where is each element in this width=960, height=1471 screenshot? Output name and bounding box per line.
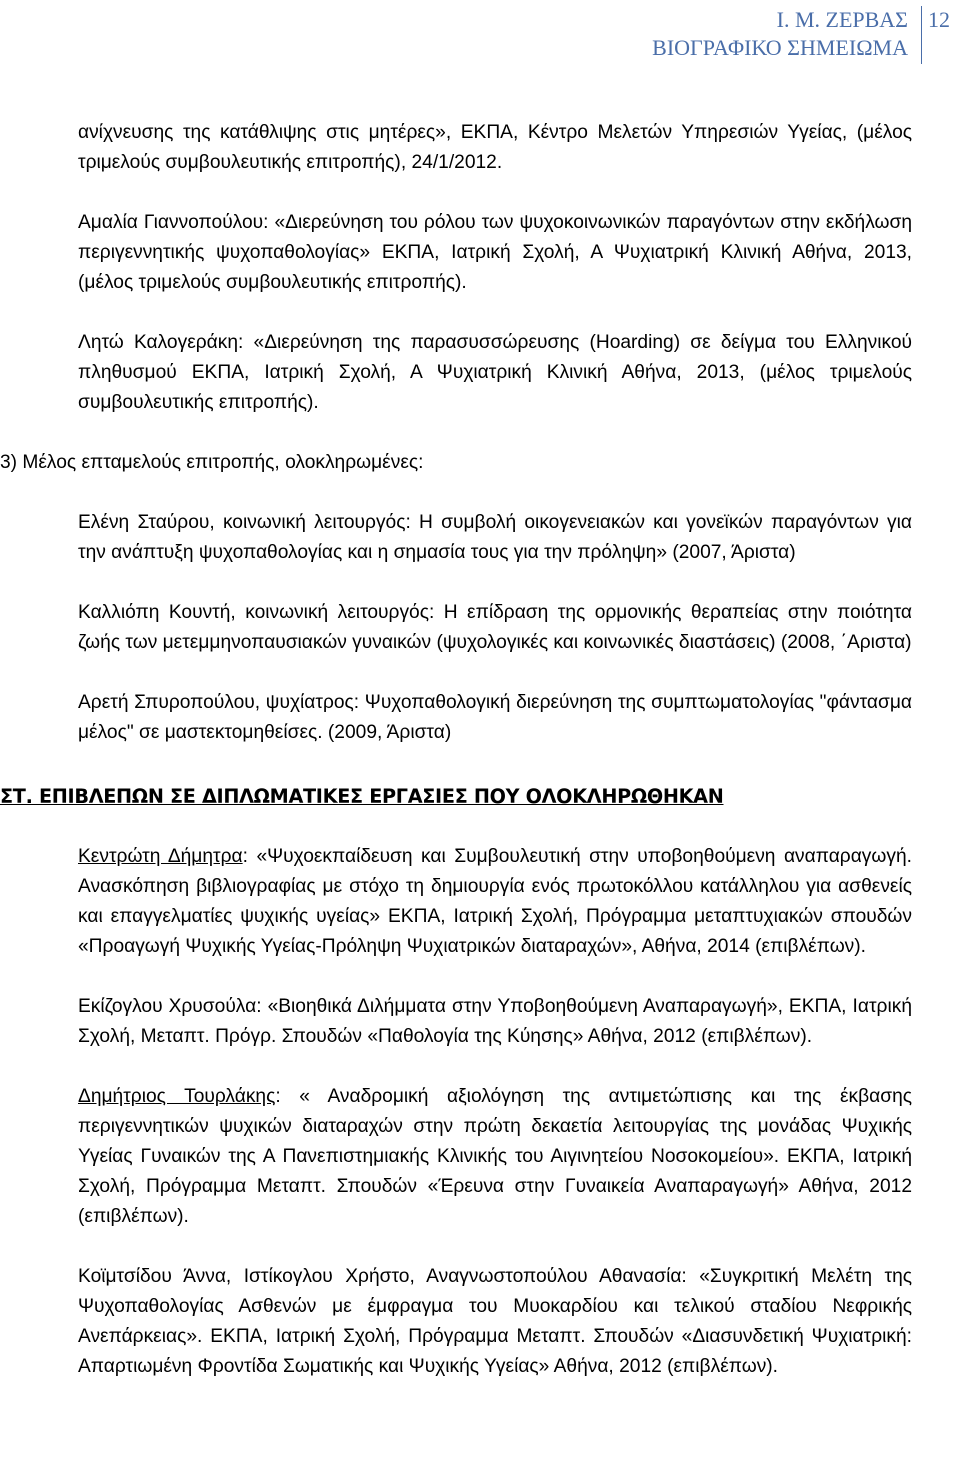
header-author: Ι. Μ. ΖΕΡΒΑΣ xyxy=(776,7,908,32)
paragraph-3: Λητώ Καλογεράκη: «Διερεύνηση της παρασυσσώρευσης (Hoarding) σε δείγμα του Ελληνικού πληθυσμού ΕΚΠΑ, Ιατρική Σχολή, Α Ψυχιατρική Κλινική Αθήνα, 2013, (μέλος τριμελούς συμβουλευτικής επιτροπής). xyxy=(78,332,912,413)
page-header xyxy=(0,6,960,66)
paragraph-9 xyxy=(78,1082,912,1232)
header-doc-title: ΒΙΟΓΡΑΦΙΚΟ ΣΗΜΕΙΩΜΑ xyxy=(652,35,908,60)
paragraph-8: Εκίζογλου Χρυσούλα: «Βιοηθικά Διλήμματα στην Υποβοηθούμενη Αναπαραγωγή», ΕΚΠΑ, Ιατρική Σχολή, Μεταπτ. Πρόγρ. Σπουδών «Παθολογία της Κύησης» Αθήνα, 2012 (επιβλέπων). xyxy=(78,996,912,1047)
paragraph-10: Κοϊμτσίδου Άννα, Ιστίκογλου Χρήστο, Αναγνωστοπούλου Αθανασία: «Συγκριτική Μελέτη της Ψυχοπαθολογίας Ασθενών με έμφραγμα του Μυοκαρδίου και τελικού σταδίου Νεφρικής Ανεπάρκειας». ΕΚΠΑ, Ιατρική Σχολή, Πρόγραμμα Μεταπτ. Σπουδών «Διασυνδετική Ψυχιατρική: Απαρτιωμένη Φροντίδα Σωματικής και Ψυχικής Υγείας» Αθήνα, 2012 (επιβλέπων). xyxy=(78,1266,912,1377)
supervisee-name: Κεντρώτη Δήμητρα xyxy=(78,846,243,867)
paragraph-9-text: : « Αναδρομική αξιολόγηση της αντιμετώπισης και της έκβασης περιγεννητικών ψυχικών διαταραχών στην πρώτη δεκαετία λειτουργίας της μονάδας Ψυχικής Υγείας Γυναικών της Α Πανεπιστημιακής Κλινικής του Αιγινητείου Νοσοκομείου». ΕΚΠΑ, Ιατρική Σχολή, Πρόγραμμα Μεταπτ. Σπουδών «Έρευνα στην Γυναικεία Αναπαραγωγή» Αθήνα, 2012 (επιβλέπων). xyxy=(78,1086,913,1227)
section-heading: ΣΤ. ΕΠΙΒΛΕΠΩΝ ΣΕ ΔΙΠΛΩΜΑΤΙΚΕΣ ΕΡΓΑΣΙΕΣ ΠΟΥ ΟΛΟΚΛΗΡΩΘΗΚΑΝ xyxy=(0,785,724,808)
header-divider xyxy=(921,6,922,64)
paragraph-1: ανίχνευσης της κατάθλιψης στις μητέρες», ΕΚΠΑ, Κέντρο Μελετών Υπηρεσιών Υγείας, (μέλος τριμελούς συμβουλευτικής επιτροπής), 24/1/2012. xyxy=(78,122,912,173)
paragraph-4: Ελένη Σταύρου, κοινωνική λειτουργός: Η συμβολή οικογενειακών και γονεϊκών παραγόντων για την ανάπτυξη ψυχοπαθολογίας και η σημασία τους για την πρόληψη» (2007, Άριστα) xyxy=(78,512,912,563)
supervisee-name: Δημήτριος Τουρλάκης xyxy=(78,1086,276,1107)
paragraph-7-text: : «Ψυχοεκπαίδευση και Συμβουλευτική στην υποβοηθούμενη αναπαραγωγή. Ανασκόπηση βιβλιογραφίας με στόχο τη δημιουργία ενός πρωτοκόλλου κατάλληλου για ασθενείς και επαγγελματίες ψυχικής υγείας» ΕΚΠΑ, Ιατρική Σχολή, Πρόγραμμα μεταπτυχιακών σπουδών «Προαγωγή Ψυχικής Υγείας-Πρόληψη Ψυχιατρικών διαταραχών», Αθήνα, 2014 (επιβλέπων). xyxy=(78,846,912,957)
paragraph-2: Αμαλία Γιαννοπούλου: «Διερεύνηση του ρόλου των ψυχοκοινωνικών παραγόντων στην εκδήλωση περιγεννητικής ψυχοπαθολογίας» ΕΚΠΑ, Ιατρική Σχολή, Α Ψυχιατρική Κλινική Αθήνα, 2013, (μέλος τριμελούς συμβουλευτικής επιτροπής). xyxy=(78,212,912,293)
section-3-label: 3) Μέλος επταμελούς επιτροπής, ολοκληρωμένες: xyxy=(0,452,424,473)
page-number: 12 xyxy=(928,7,950,32)
document-body xyxy=(0,118,913,1382)
header-title-block xyxy=(652,6,908,62)
paragraph-6: Αρετή Σπυροπούλου, ψυχίατρος: Ψυχοπαθολογική διερεύνηση της συμπτωματολογίας "φάντασμα μέλος" σε μαστεκτομηθείσες. (2009, Άριστα) xyxy=(78,692,912,743)
paragraph-7 xyxy=(78,842,912,962)
paragraph-5: Καλλιόπη Κουντή, κοινωνική λειτουργός: Η επίδραση της ορμονικής θεραπείας στην ποιότητα ζωής των μετεμμηνοπαυσιακών γυναικών (ψυχολογικές και κοινωνικές διαστάσεις) (2008, ΄Αριστα) xyxy=(78,602,912,653)
